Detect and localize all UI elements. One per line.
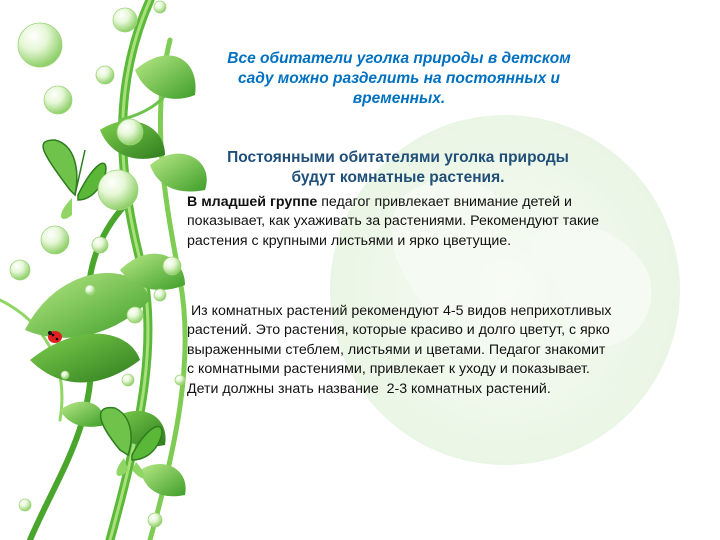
title-line-3: временных. <box>352 90 446 107</box>
paragraph-bold-lead: В младшей группе <box>187 194 318 210</box>
ladybug-icon <box>48 331 62 343</box>
slide-subtitle <box>188 148 608 188</box>
slide-title <box>198 49 600 109</box>
paragraph-indoor-plants <box>187 302 616 399</box>
paragraph-text: Из комнатных растений рекомендуют 4-5 видов неприхотливых растений. Это растения, которые красиво и долго цветут, с ярко выраженными стеблем, листьями и цветами. Педагог знакомит с комнатными растениями, привлекает к уходу и показывает. Дети должны знать название 2-3 комнатных растений. <box>187 303 616 397</box>
paragraph-text: педагог привлекает внимание детей и показывает, как ухаживать за растениями. Рекомендуют такие растения с крупными листьями и ярко цветущие. <box>187 194 600 249</box>
paragraph-younger-group <box>187 193 612 251</box>
title-line-2: саду можно разделить на постоянных и <box>238 70 560 87</box>
subtitle-line-2: будут комнатные растения. <box>291 169 505 186</box>
subtitle-line-1: Постоянными обитателями уголка природы <box>227 149 569 166</box>
title-line-1: Все обитатели уголка природы в детском <box>227 50 571 67</box>
butterfly-icon <box>43 140 106 219</box>
